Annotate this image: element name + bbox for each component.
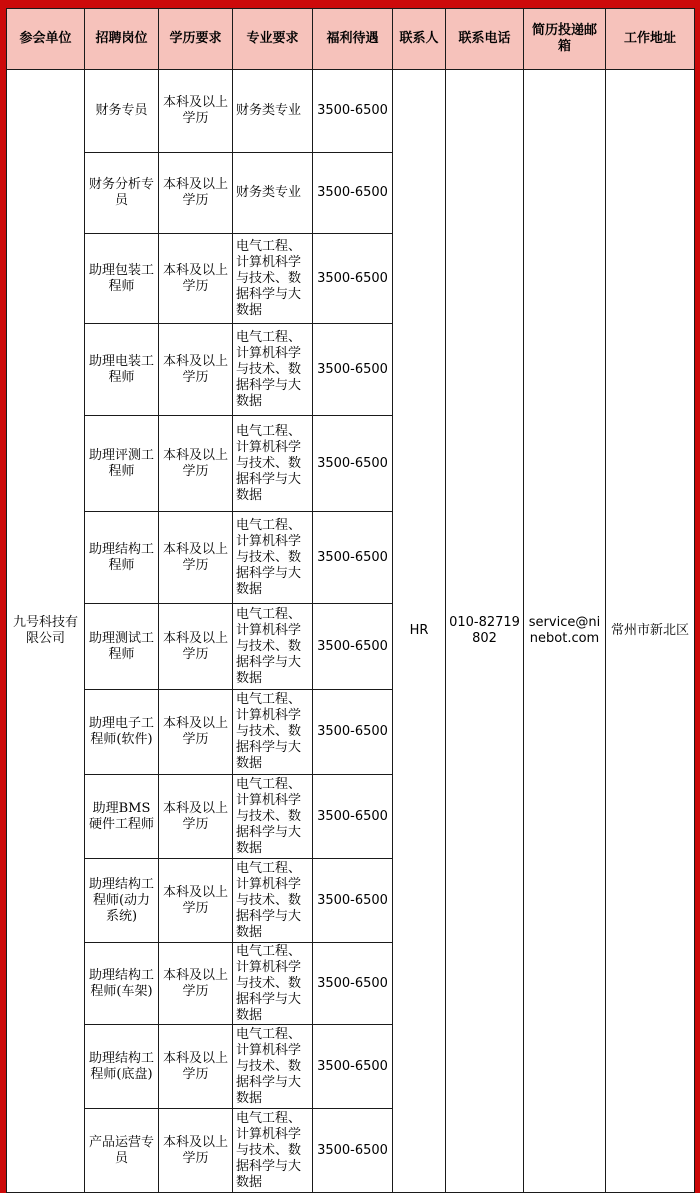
major-cell: 电气工程、计算机科学与技术、数据科学与大数据 [233, 416, 313, 512]
major-cell: 电气工程、计算机科学与技术、数据科学与大数据 [233, 859, 313, 943]
education-cell: 本科及以上学历 [159, 512, 233, 604]
table-body [7, 70, 695, 1193]
company-cell: 九号科技有限公司 [7, 70, 85, 1193]
education-cell: 本科及以上学历 [159, 234, 233, 324]
salary-cell: 3500-6500 [313, 324, 393, 416]
major-cell: 电气工程、计算机科学与技术、数据科学与大数据 [233, 234, 313, 324]
major-cell: 电气工程、计算机科学与技术、数据科学与大数据 [233, 1025, 313, 1109]
education-cell: 本科及以上学历 [159, 70, 233, 153]
recruitment-table [6, 8, 695, 1193]
table-row [7, 70, 695, 153]
salary-cell: 3500-6500 [313, 234, 393, 324]
phone-cell: 010-82719802 [446, 70, 524, 1193]
education-cell: 本科及以上学历 [159, 690, 233, 775]
header-phone: 联系电话 [446, 9, 524, 70]
salary-cell: 3500-6500 [313, 775, 393, 859]
header-major: 专业要求 [233, 9, 313, 70]
salary-cell: 3500-6500 [313, 1025, 393, 1109]
position-cell: 产品运营专员 [85, 1109, 159, 1193]
salary-cell: 3500-6500 [313, 512, 393, 604]
major-cell: 财务类专业 [233, 70, 313, 153]
position-cell: 助理评测工程师 [85, 416, 159, 512]
education-cell: 本科及以上学历 [159, 604, 233, 690]
major-cell: 电气工程、计算机科学与技术、数据科学与大数据 [233, 943, 313, 1025]
major-cell: 电气工程、计算机科学与技术、数据科学与大数据 [233, 512, 313, 604]
header-contact: 联系人 [393, 9, 446, 70]
position-cell: 助理结构工程师(底盘) [85, 1025, 159, 1109]
header-row [7, 9, 695, 70]
contact-cell: HR [393, 70, 446, 1193]
salary-cell: 3500-6500 [313, 416, 393, 512]
salary-cell: 3500-6500 [313, 604, 393, 690]
education-cell: 本科及以上学历 [159, 324, 233, 416]
major-cell: 电气工程、计算机科学与技术、数据科学与大数据 [233, 775, 313, 859]
education-cell: 本科及以上学历 [159, 775, 233, 859]
salary-cell: 3500-6500 [313, 1109, 393, 1193]
position-cell: 助理包装工程师 [85, 234, 159, 324]
education-cell: 本科及以上学历 [159, 416, 233, 512]
position-cell: 助理测试工程师 [85, 604, 159, 690]
document-frame [6, 8, 694, 1190]
header-address: 工作地址 [606, 9, 695, 70]
header-education: 学历要求 [159, 9, 233, 70]
education-cell: 本科及以上学历 [159, 943, 233, 1025]
major-cell: 电气工程、计算机科学与技术、数据科学与大数据 [233, 324, 313, 416]
education-cell: 本科及以上学历 [159, 1109, 233, 1193]
position-cell: 助理结构工程师(动力系统) [85, 859, 159, 943]
position-cell: 助理电装工程师 [85, 324, 159, 416]
major-cell: 财务类专业 [233, 153, 313, 234]
major-cell: 电气工程、计算机科学与技术、数据科学与大数据 [233, 1109, 313, 1193]
education-cell: 本科及以上学历 [159, 153, 233, 234]
salary-cell: 3500-6500 [313, 859, 393, 943]
salary-cell: 3500-6500 [313, 943, 393, 1025]
position-cell: 财务分析专员 [85, 153, 159, 234]
header-position: 招聘岗位 [85, 9, 159, 70]
position-cell: 助理BMS硬件工程师 [85, 775, 159, 859]
education-cell: 本科及以上学历 [159, 859, 233, 943]
salary-cell: 3500-6500 [313, 690, 393, 775]
address-cell: 常州市新北区 [606, 70, 695, 1193]
position-cell: 助理电子工程师(软件) [85, 690, 159, 775]
major-cell: 电气工程、计算机科学与技术、数据科学与大数据 [233, 690, 313, 775]
email-cell: service@ninebot.com [524, 70, 606, 1193]
major-cell: 电气工程、计算机科学与技术、数据科学与大数据 [233, 604, 313, 690]
position-cell: 助理结构工程师(车架) [85, 943, 159, 1025]
header-company: 参会单位 [7, 9, 85, 70]
header-email: 简历投递邮箱 [524, 9, 606, 70]
header-salary: 福利待遇 [313, 9, 393, 70]
salary-cell: 3500-6500 [313, 70, 393, 153]
salary-cell: 3500-6500 [313, 153, 393, 234]
education-cell: 本科及以上学历 [159, 1025, 233, 1109]
position-cell: 财务专员 [85, 70, 159, 153]
position-cell: 助理结构工程师 [85, 512, 159, 604]
